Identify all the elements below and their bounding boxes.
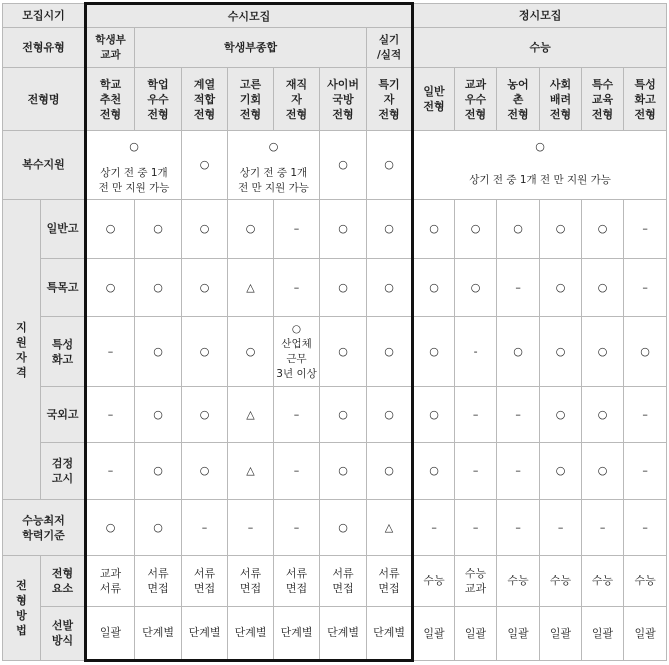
eligibility-cell: ○ [540, 258, 582, 316]
eligibility-cell: ○ [540, 387, 582, 442]
method-elements-cell: 수능 [624, 556, 667, 606]
eligibility-cell: ○ [320, 442, 367, 499]
minimum-cell: – [413, 499, 455, 555]
minimum-cell: – [540, 499, 582, 555]
eligibility-cell: ○ [413, 200, 455, 258]
name-cell: 고른 기회 전형 [228, 68, 274, 130]
eligibility-cell-industry: ○ 산업체 근무 3년 이상 [274, 316, 320, 386]
eligibility-cell: ○ [182, 316, 228, 386]
method-selection-cell: 단계별 [274, 606, 320, 660]
multi-apply-mark: ○ [413, 130, 667, 162]
name-cell: 계열 적합 전형 [182, 68, 228, 130]
minimum-cell: – [624, 499, 667, 555]
eligibility-cell: ○ [540, 442, 582, 499]
method-selection-cell: 일괄 [455, 606, 497, 660]
eligibility-row-label: 특성 화고 [41, 316, 86, 386]
eligibility-cell: △ [228, 387, 274, 442]
eligibility-cell: ○ [86, 200, 135, 258]
eligibility-cell: – [274, 442, 320, 499]
method-selection-cell: 단계별 [182, 606, 228, 660]
period-row [3, 4, 667, 28]
type-student-subject: 학생부 교과 [86, 28, 135, 68]
jeongsi-header: 정시모집 [413, 4, 667, 28]
eligibility-cell: ○ [135, 200, 182, 258]
eligibility-cell: ○ [320, 200, 367, 258]
eligibility-cell: – [274, 258, 320, 316]
eligibility-cell: ○ [367, 387, 413, 442]
method-selection-cell: 단계별 [320, 606, 367, 660]
admission-table [2, 2, 667, 662]
multi-apply-note: 상기 전 중 1개 전 만 지원 가능 [228, 162, 320, 199]
eligibility-cell: ○ [320, 258, 367, 316]
eligibility-cell: ○ [86, 258, 135, 316]
method-selection-cell: 일괄 [582, 606, 624, 660]
eligibility-cell: ○ [540, 316, 582, 386]
method-selection-cell: 단계별 [135, 606, 182, 660]
method-selection-row [3, 606, 667, 660]
eligibility-cell: △ [228, 442, 274, 499]
name-cell: 학업 우수 전형 [135, 68, 182, 130]
method-elements-cell: 서류 면접 [182, 556, 228, 606]
eligibility-cell: ○ [413, 442, 455, 499]
method-selection-cell: 일괄 [413, 606, 455, 660]
method-elements-cell: 수능 [540, 556, 582, 606]
eligibility-cell: ○ [182, 258, 228, 316]
name-cell: 특기 자 전형 [367, 68, 413, 130]
eligibility-cell: - [455, 316, 497, 386]
multi-apply-label: 복수지원 [3, 130, 86, 199]
eligibility-cell: ○ [624, 316, 667, 386]
method-elements-label: 전형 요소 [41, 556, 86, 606]
eligibility-cell: ○ [497, 316, 540, 386]
eligibility-cell: ○ [582, 387, 624, 442]
eligibility-cell: ○ [497, 200, 540, 258]
eligibility-cell: – [86, 316, 135, 386]
eligibility-cell: ○ [135, 258, 182, 316]
eligibility-cell: ○ [540, 200, 582, 258]
minimum-cell: △ [367, 499, 413, 555]
eligibility-cell: – [497, 258, 540, 316]
method-elements-cell: 서류 면접 [228, 556, 274, 606]
method-selection-cell: 일괄 [540, 606, 582, 660]
minimum-cell: – [582, 499, 624, 555]
method-elements-cell: 서류 면접 [274, 556, 320, 606]
method-elements-cell: 서류 면접 [367, 556, 413, 606]
eligibility-cell: ○ [135, 316, 182, 386]
eligibility-row [3, 442, 667, 499]
method-elements-cell: 수능 교과 [455, 556, 497, 606]
eligibility-cell: ○ [182, 442, 228, 499]
susi-header: 수시모집 [86, 4, 413, 28]
minimum-cell: – [497, 499, 540, 555]
eligibility-cell: – [274, 200, 320, 258]
multi-apply-mark: ○ [86, 130, 182, 162]
multi-apply-mark: ○ [320, 130, 367, 199]
multi-apply-note: 상기 전 중 1개 전 만 지원 가능 [413, 162, 667, 199]
multi-apply-row [3, 130, 667, 162]
name-cell: 재직 자 전형 [274, 68, 320, 130]
eligibility-cell: – [455, 387, 497, 442]
type-label: 전형유형 [3, 28, 86, 68]
eligibility-cell: ○ [582, 316, 624, 386]
name-label: 전형명 [3, 68, 86, 130]
eligibility-cell: ○ [582, 258, 624, 316]
minimum-cell: – [274, 499, 320, 555]
name-cell: 특성 화고 전형 [624, 68, 667, 130]
eligibility-cell: ○ [182, 387, 228, 442]
eligibility-cell: ○ [135, 442, 182, 499]
method-selection-cell: 일괄 [497, 606, 540, 660]
period-label: 모집시기 [3, 4, 86, 28]
eligibility-cell: ○ [320, 387, 367, 442]
eligibility-cell: ○ [367, 316, 413, 386]
eligibility-cell: ○ [413, 316, 455, 386]
eligibility-row [3, 200, 667, 258]
type-practical: 실기 /실적 [367, 28, 413, 68]
eligibility-cell: – [497, 442, 540, 499]
eligibility-cell: ○ [582, 200, 624, 258]
name-cell: 일반 전형 [413, 68, 455, 130]
minimum-cell: – [455, 499, 497, 555]
method-elements-cell: 서류 면접 [135, 556, 182, 606]
eligibility-cell: ○ [413, 387, 455, 442]
eligibility-group-label: 지 원 자 격 [3, 200, 41, 500]
name-cell: 학교 추천 전형 [86, 68, 135, 130]
multi-apply-note: 상기 전 중 1개 전 만 지원 가능 [86, 162, 182, 199]
eligibility-cell: ○ [320, 316, 367, 386]
eligibility-cell: – [624, 200, 667, 258]
minimum-cell: ○ [320, 499, 367, 555]
eligibility-row-label: 국외고 [41, 387, 86, 442]
minimum-label: 수능최저 학력기준 [3, 499, 86, 555]
eligibility-cell: ○ [228, 316, 274, 386]
name-cell: 특수 교육 전형 [582, 68, 624, 130]
eligibility-cell: △ [228, 258, 274, 316]
method-selection-cell: 일괄 [86, 606, 135, 660]
eligibility-cell: ○ [455, 258, 497, 316]
type-suneung: 수능 [413, 28, 667, 68]
method-elements-cell: 수능 [497, 556, 540, 606]
multi-apply-mark: ○ [367, 130, 413, 199]
method-elements-cell: 수능 [582, 556, 624, 606]
eligibility-cell: ○ [228, 200, 274, 258]
eligibility-cell: ○ [367, 200, 413, 258]
eligibility-cell: ○ [367, 258, 413, 316]
method-selection-cell: 일괄 [624, 606, 667, 660]
eligibility-row [3, 387, 667, 442]
eligibility-cell: – [624, 442, 667, 499]
name-cell: 사회 배려 전형 [540, 68, 582, 130]
method-elements-cell: 수능 [413, 556, 455, 606]
eligibility-cell: – [624, 387, 667, 442]
multi-apply-mark: ○ [182, 130, 228, 199]
type-row [3, 28, 667, 68]
eligibility-row [3, 258, 667, 316]
minimum-cell: – [182, 499, 228, 555]
name-cell: 사이버 국방 전형 [320, 68, 367, 130]
eligibility-cell: ○ [582, 442, 624, 499]
name-cell: 교과 우수 전형 [455, 68, 497, 130]
name-cell: 농어 촌 전형 [497, 68, 540, 130]
eligibility-cell: ○ [135, 387, 182, 442]
method-elements-cell: 서류 면접 [320, 556, 367, 606]
eligibility-cell: – [86, 442, 135, 499]
minimum-cell: ○ [86, 499, 135, 555]
method-elements-cell: 교과 서류 [86, 556, 135, 606]
method-selection-cell: 단계별 [228, 606, 274, 660]
name-row [3, 68, 667, 130]
method-group-label: 전 형 방 법 [3, 556, 41, 661]
eligibility-row-label: 일반고 [41, 200, 86, 258]
eligibility-cell: ○ [413, 258, 455, 316]
eligibility-row [3, 316, 667, 386]
eligibility-cell: – [274, 387, 320, 442]
minimum-cell: ○ [135, 499, 182, 555]
eligibility-cell: – [497, 387, 540, 442]
type-student-comprehensive: 학생부종합 [135, 28, 367, 68]
eligibility-cell: – [86, 387, 135, 442]
method-selection-label: 선발 방식 [41, 606, 86, 660]
eligibility-cell: ○ [367, 442, 413, 499]
eligibility-cell: – [624, 258, 667, 316]
eligibility-row-label: 검정 고시 [41, 442, 86, 499]
eligibility-cell: ○ [455, 200, 497, 258]
method-elements-row [3, 556, 667, 606]
minimum-row [3, 499, 667, 555]
method-selection-cell: 단계별 [367, 606, 413, 660]
eligibility-cell: – [455, 442, 497, 499]
eligibility-row-label: 특목고 [41, 258, 86, 316]
multi-apply-mark: ○ [228, 130, 320, 162]
eligibility-cell: ○ [182, 200, 228, 258]
minimum-cell: – [228, 499, 274, 555]
